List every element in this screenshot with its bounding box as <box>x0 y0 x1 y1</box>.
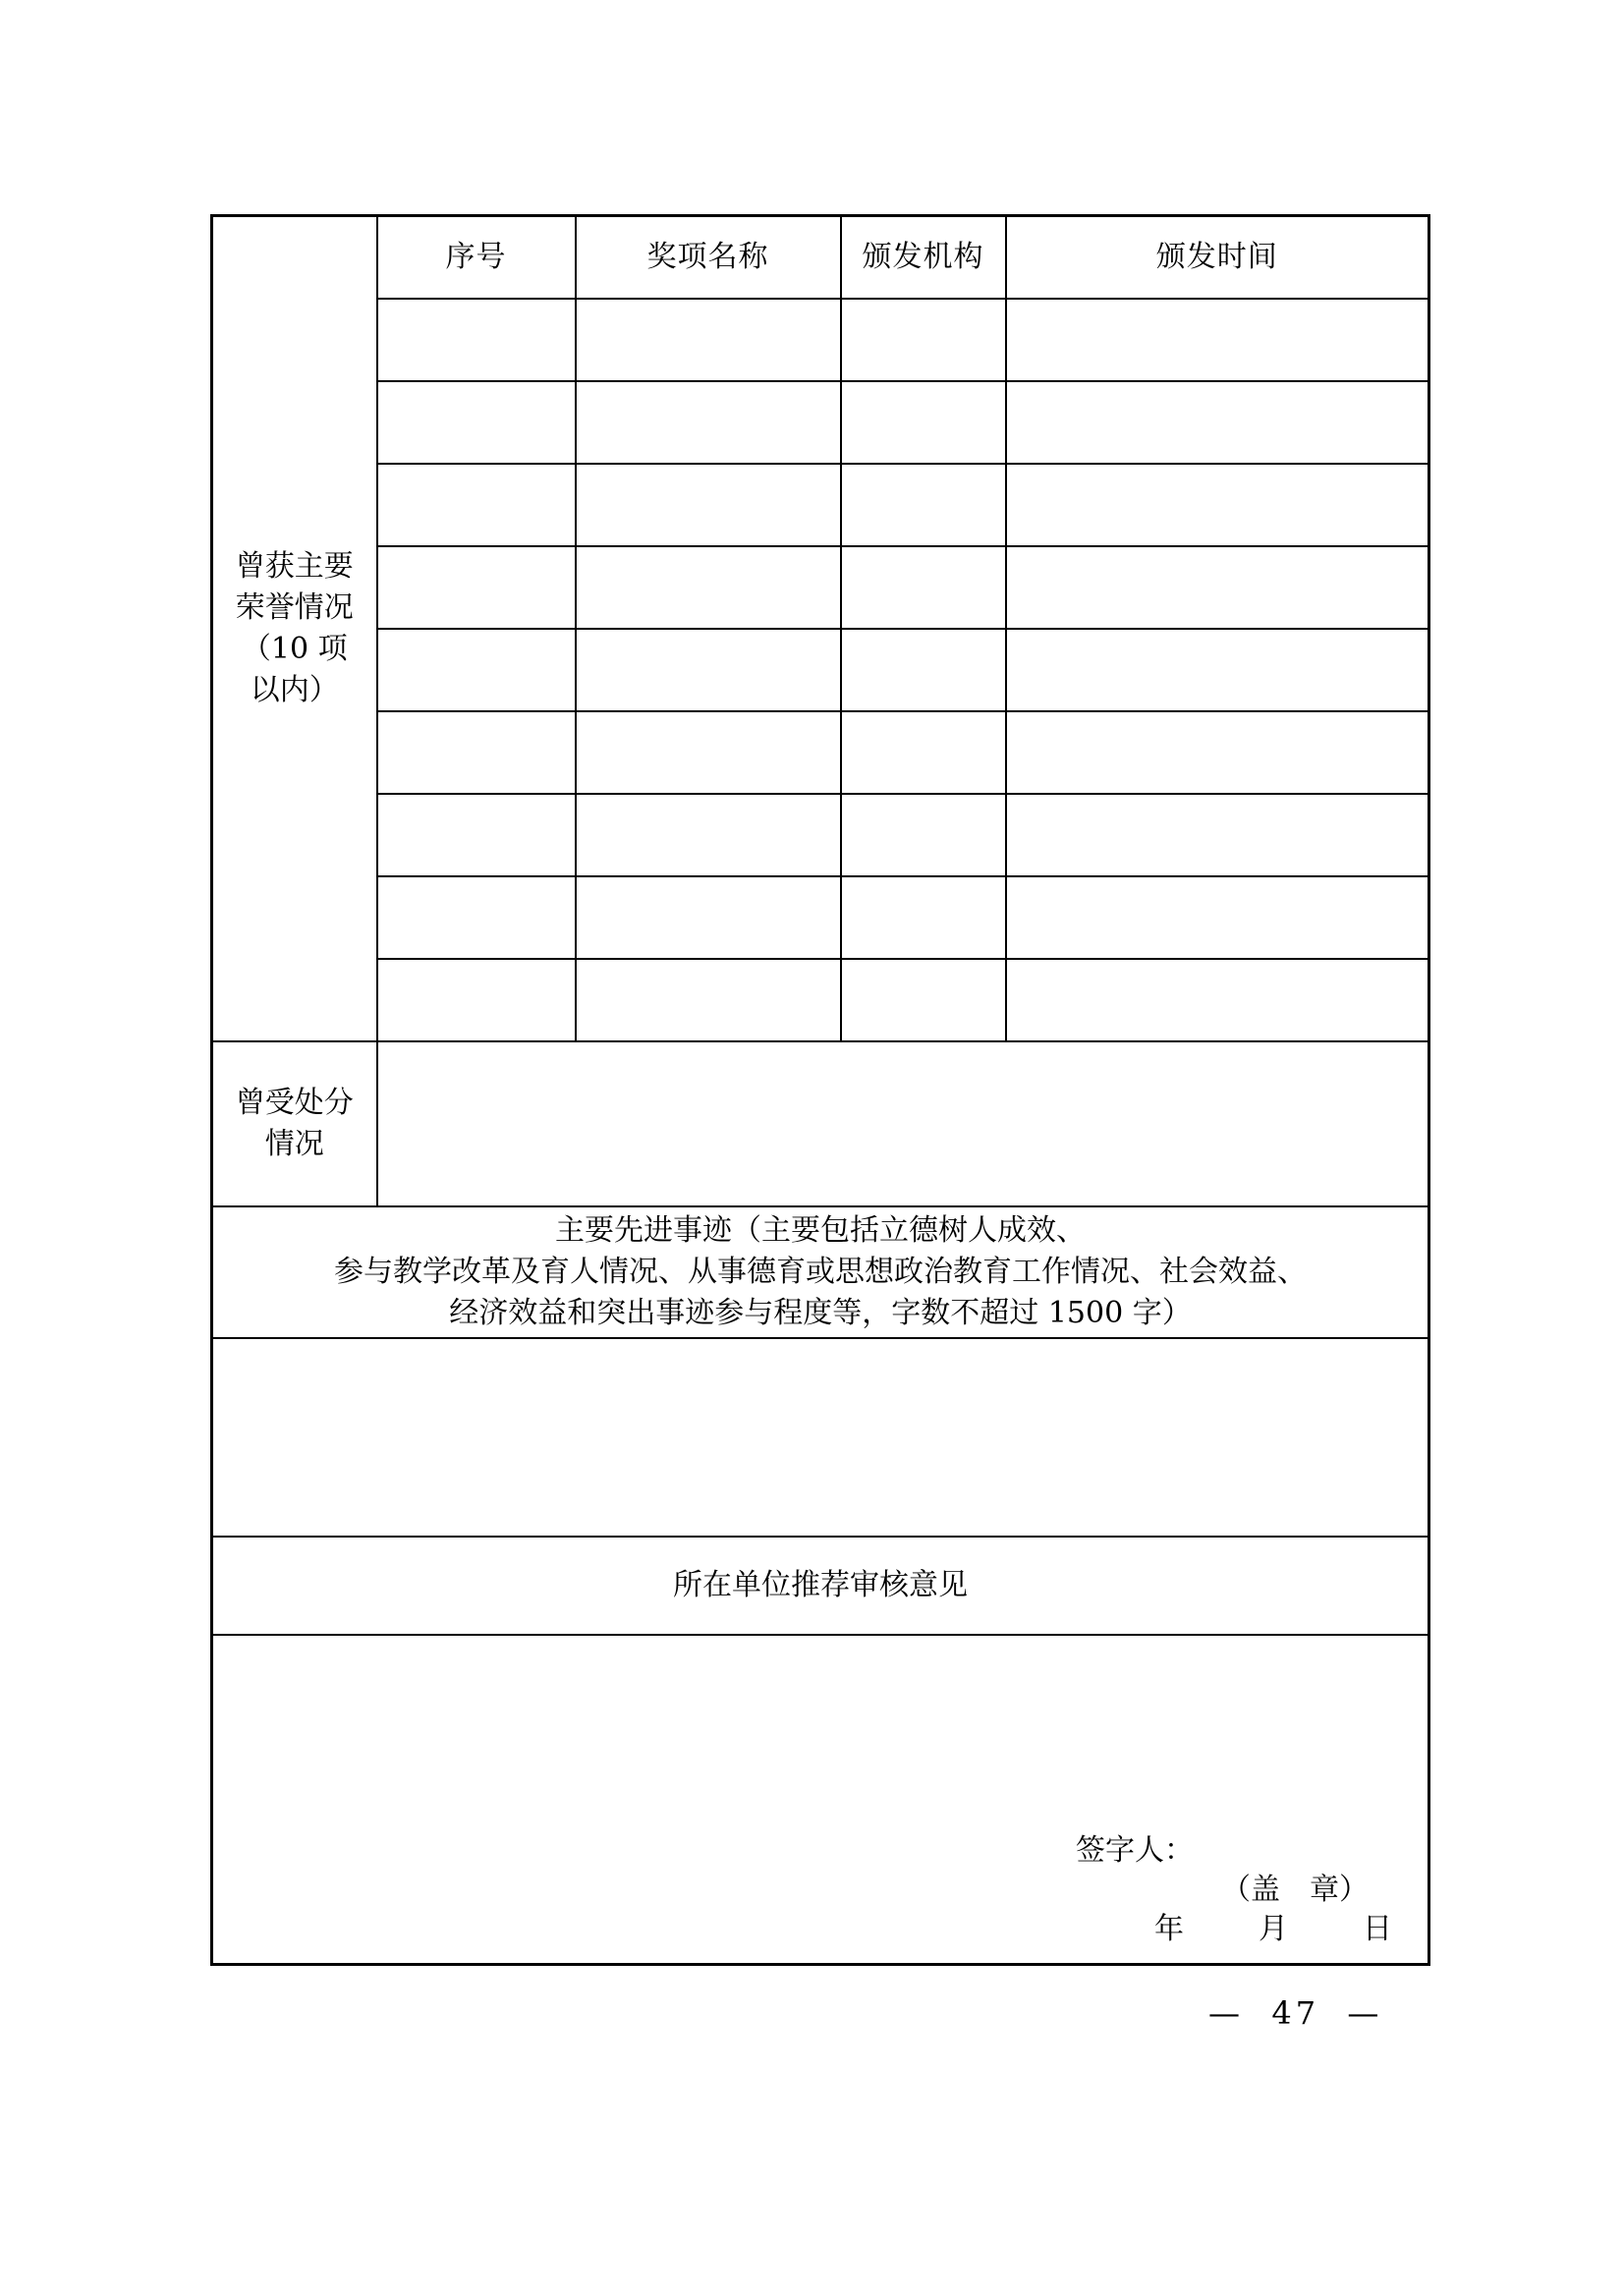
date-month-label: 月 <box>1259 1912 1288 1946</box>
issuing-authority-cell[interactable] <box>841 464 1006 546</box>
issue-date-cell[interactable] <box>1006 794 1429 876</box>
recommendation-heading: 所在单位推荐审核意见 <box>212 1537 1429 1635</box>
honors-label-line: 以内） <box>250 672 339 707</box>
issue-date-cell[interactable] <box>1006 629 1429 711</box>
serial-number-cell[interactable] <box>377 464 576 546</box>
table-row <box>212 876 1429 959</box>
award-name-cell[interactable] <box>576 381 841 464</box>
honors-label-line: 荣誉情况 <box>235 589 354 625</box>
signer-label: 签字人： <box>1076 1833 1194 1868</box>
issue-date-cell[interactable] <box>1006 546 1429 629</box>
table-row <box>212 711 1429 794</box>
award-name-cell[interactable] <box>576 464 841 546</box>
column-header-serial-number: 序号 <box>377 216 576 299</box>
serial-number-cell[interactable] <box>377 876 576 959</box>
award-name-cell[interactable] <box>576 711 841 794</box>
serial-number-cell[interactable] <box>377 794 576 876</box>
issuing-authority-cell[interactable] <box>841 546 1006 629</box>
issue-date-cell[interactable] <box>1006 299 1429 381</box>
date-line <box>1076 1910 1390 1949</box>
date-day-label: 日 <box>1363 1912 1392 1946</box>
honors-label-line: （10 项 <box>241 631 348 666</box>
issue-date-cell[interactable] <box>1006 381 1429 464</box>
serial-number-cell[interactable] <box>377 546 576 629</box>
recommendation-input-cell[interactable] <box>212 1635 1429 1965</box>
column-header-issuing-authority: 颁发机构 <box>841 216 1006 299</box>
table-row <box>212 959 1429 1041</box>
issuing-authority-cell[interactable] <box>841 876 1006 959</box>
issuing-authority-cell[interactable] <box>841 629 1006 711</box>
table-row <box>212 629 1429 711</box>
award-name-cell[interactable] <box>576 876 841 959</box>
punishment-label-line: 情况 <box>264 1126 324 1161</box>
issuing-authority-cell[interactable] <box>841 711 1006 794</box>
table-row <box>212 381 1429 464</box>
table-row <box>212 299 1429 381</box>
issue-date-cell[interactable] <box>1006 464 1429 546</box>
page-number: — 47 — <box>1208 1994 1383 2032</box>
issuing-authority-cell[interactable] <box>841 381 1006 464</box>
deeds-input-cell[interactable] <box>212 1338 1429 1537</box>
issue-date-cell[interactable] <box>1006 711 1429 794</box>
deeds-heading-line: 参与教学改革及育人情况、从事德育或思想政治教育工作情况、社会效益、 <box>334 1254 1307 1289</box>
honors-label-cell <box>212 216 377 1041</box>
award-form-table <box>210 214 1430 1966</box>
serial-number-cell[interactable] <box>377 711 576 794</box>
column-header-award-name: 奖项名称 <box>576 216 841 299</box>
issue-date-cell[interactable] <box>1006 959 1429 1041</box>
award-name-cell[interactable] <box>576 794 841 876</box>
serial-number-cell[interactable] <box>377 381 576 464</box>
serial-number-cell[interactable] <box>377 959 576 1041</box>
serial-number-cell[interactable] <box>377 299 576 381</box>
issuing-authority-cell[interactable] <box>841 794 1006 876</box>
issue-date-cell[interactable] <box>1006 876 1429 959</box>
serial-number-cell[interactable] <box>377 629 576 711</box>
issuing-authority-cell[interactable] <box>841 959 1006 1041</box>
honors-label-line: 曾获主要 <box>235 548 354 584</box>
award-name-cell[interactable] <box>576 959 841 1041</box>
deeds-heading-line: 主要先进事迹（主要包括立德树人成效、 <box>555 1212 1086 1248</box>
award-name-cell[interactable] <box>576 546 841 629</box>
signature-block <box>1076 1831 1390 1949</box>
deeds-heading-cell <box>212 1206 1429 1338</box>
punishment-label-cell <box>212 1041 377 1206</box>
punishment-label-line: 曾受处分 <box>235 1085 354 1120</box>
table-row <box>212 546 1429 629</box>
award-name-cell[interactable] <box>576 299 841 381</box>
table-row <box>212 794 1429 876</box>
deeds-heading-line: 经济效益和突出事迹参与程度等，字数不超过 1500 字） <box>449 1295 1192 1330</box>
seal-label: （盖 章） <box>1221 1873 1369 1907</box>
column-header-issue-date: 颁发时间 <box>1006 216 1429 299</box>
award-name-cell[interactable] <box>576 629 841 711</box>
punishment-input-cell[interactable] <box>377 1041 1429 1206</box>
issuing-authority-cell[interactable] <box>841 299 1006 381</box>
table-row <box>212 464 1429 546</box>
date-year-label: 年 <box>1154 1912 1184 1946</box>
